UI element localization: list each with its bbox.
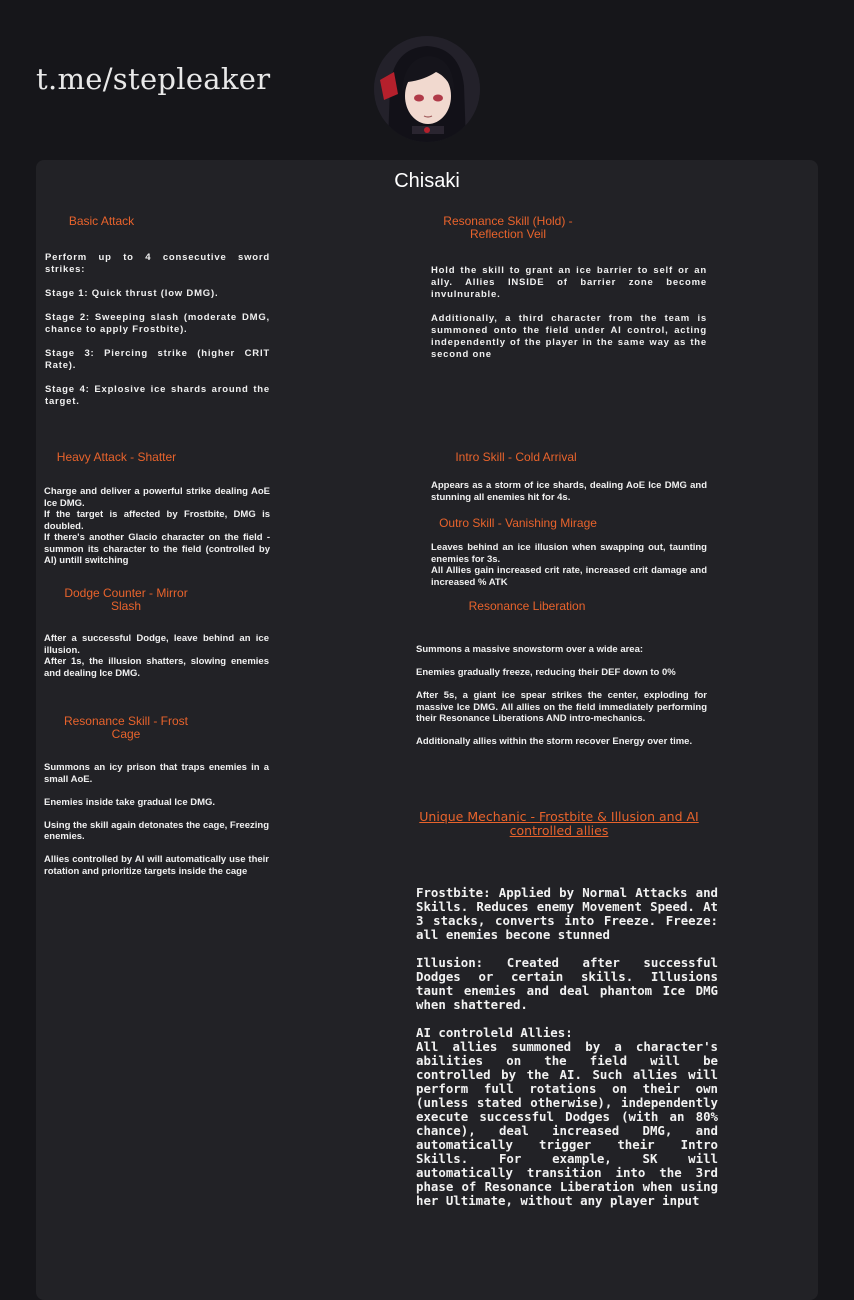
watermark: t.me/stepleaker	[36, 62, 271, 96]
basic-attack-title: Basic Attack	[68, 214, 135, 228]
dodge-counter-title: Dodge Counter - Mirror Slash	[64, 586, 188, 613]
intro-skill-desc: Appears as a storm of ice shards, dealing AoE Ice DMG and stunning all enemies hit for 4s.	[431, 480, 707, 503]
outro-skill-desc: Leaves behind an ice illusion when swapping out, taunting enemies for 3s. All Allies gain increased crit rate, increased crit damage and increased % ATK	[431, 542, 707, 588]
intro-skill-title: Intro Skill - Cold Arrival	[455, 450, 577, 464]
character-name: Chisaki	[394, 170, 460, 192]
outro-skill-title: Outro Skill - Vanishing Mirage	[439, 516, 597, 530]
frost-cage-title: Resonance Skill - Frost Cage	[63, 714, 189, 741]
heavy-attack-title: Heavy Attack - Shatter	[56, 450, 177, 464]
character-avatar	[374, 36, 480, 142]
liberation-title: Resonance Liberation	[468, 599, 586, 613]
unique-mechanic-title: Unique Mechanic - Frostbite & Illusion and AI controlled allies	[419, 809, 699, 838]
frost-cage-desc: Summons an icy prison that traps enemies in a small AoE. Enemies inside take gradual Ice DMG. Using the skill again detonates the cage, Freezing enemies. Allies controlled by AI will automatically use their rotation and prioritize targets inside the cage	[44, 762, 269, 877]
resonance-hold-title: Resonance Skill (Hold) - Reflection Veil	[443, 214, 573, 241]
heavy-attack-desc: Charge and deliver a powerful strike dealing AoE Ice DMG. If the target is affected by Frostbite, DMG is doubled. If there's another Glacio character on the field - summon its character to the field (controlled by AI) untill switching	[44, 486, 270, 566]
resonance-hold-desc: Hold the skill to grant an ice barrier to self or an ally. Allies INSIDE of barrier zone become invulnurable. Additionally, a third character from the team is summoned onto the field under AI control, acting independently of the player in the same way as the second one	[431, 265, 707, 360]
basic-attack-desc: Perform up to 4 consecutive sword strikes: Stage 1: Quick thrust (low DMG). Stage 2: Sweeping slash (moderate DMG, chance to apply Frostbite). Stage 3: Piercing strike (higher CRIT Rate). Stage 4: Explosive ice shards around the target.	[45, 252, 270, 407]
dodge-counter-desc: After a successful Dodge, leave behind an ice illusion. After 1s, the illusion shatters, slowing enemies and dealing Ice DMG.	[44, 633, 269, 679]
unique-mechanic-desc: Frostbite: Applied by Normal Attacks and Skills. Reduces enemy Movement Speed. At 3 stacks, converts into Freeze. Freeze: all enemies becone stunned Illusion: Created after successful Dodges or certain skills. Illusions taunt enemies and deal phantom Ice DMG when shattered. AI controleld Allies: All allies summoned by a character's abilities on the field will be controlled by the AI. Such allies will perform full rotations on their own (unless stated otherwise), independently execute successful Dodges (with an 80% chance), deal increased DMG, and automatically trigger their Intro Skills. For example, SK will automatically transition into the 3rd phase of Resonance Liberation when using her Ultimate, without any player input	[416, 885, 718, 1208]
liberation-desc: Summons a massive snowstorm over a wide area: Enemies gradually freeze, reducing their DEF down to 0% After 5s, a giant ice spear strikes the center, exploding for massive Ice DMG. All allies on the field immediately performing their Resonance Liberations AND intro-mechanics. Additionally allies within the storm recover Energy over time.	[416, 644, 707, 747]
